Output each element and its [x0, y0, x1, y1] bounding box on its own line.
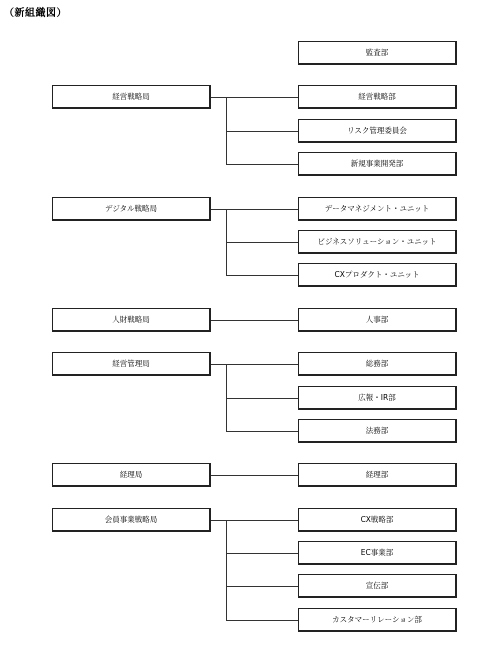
- org-box-dept: 経理局: [52, 463, 211, 487]
- org-box-unit: 法務部: [298, 419, 457, 443]
- org-box-dept: 経営戦略局: [52, 85, 211, 109]
- org-box-dept: 会員事業戦略局: [52, 508, 211, 532]
- org-box-unit: CX戦略部: [298, 508, 457, 532]
- connector-line: [226, 520, 227, 620]
- connector-line: [211, 320, 298, 321]
- connector-line: [226, 620, 298, 621]
- org-box-audit: 監査部: [298, 41, 457, 65]
- org-box-unit: 経理部: [298, 463, 457, 487]
- org-box-unit: リスク管理委員会: [298, 119, 457, 143]
- org-box-unit: ビジネスソリューション・ユニット: [298, 230, 457, 254]
- org-box-unit: 人事部: [298, 308, 457, 332]
- connector-line: [226, 164, 298, 165]
- org-box-unit: EC事業部: [298, 541, 457, 565]
- org-box-dept: デジタル戦略局: [52, 197, 211, 221]
- org-box-unit: 経営戦略部: [298, 85, 457, 109]
- org-box-unit: データマネジメント・ユニット: [298, 197, 457, 221]
- connector-line: [226, 242, 298, 243]
- connector-line: [211, 97, 298, 98]
- connector-line: [226, 131, 298, 132]
- org-box-unit: 広報・IR部: [298, 386, 457, 410]
- chart-title: （新組織図）: [4, 8, 67, 19]
- org-box-unit: 総務部: [298, 352, 457, 376]
- connector-line: [226, 275, 298, 276]
- connector-line: [211, 475, 298, 476]
- org-box-unit: カスタマーリレーション部: [298, 608, 457, 632]
- org-box-unit: 宣伝部: [298, 574, 457, 598]
- connector-line: [226, 431, 298, 432]
- connector-line: [226, 398, 298, 399]
- org-box-unit: CXプロダクト・ユニット: [298, 263, 457, 287]
- org-box-dept: 経営管理局: [52, 352, 211, 376]
- connector-line: [211, 520, 298, 521]
- connector-line: [226, 553, 298, 554]
- connector-line: [226, 586, 298, 587]
- org-box-unit: 新規事業開発部: [298, 152, 457, 176]
- connector-line: [211, 364, 298, 365]
- org-box-dept: 人財戦略局: [52, 308, 211, 332]
- connector-line: [211, 209, 298, 210]
